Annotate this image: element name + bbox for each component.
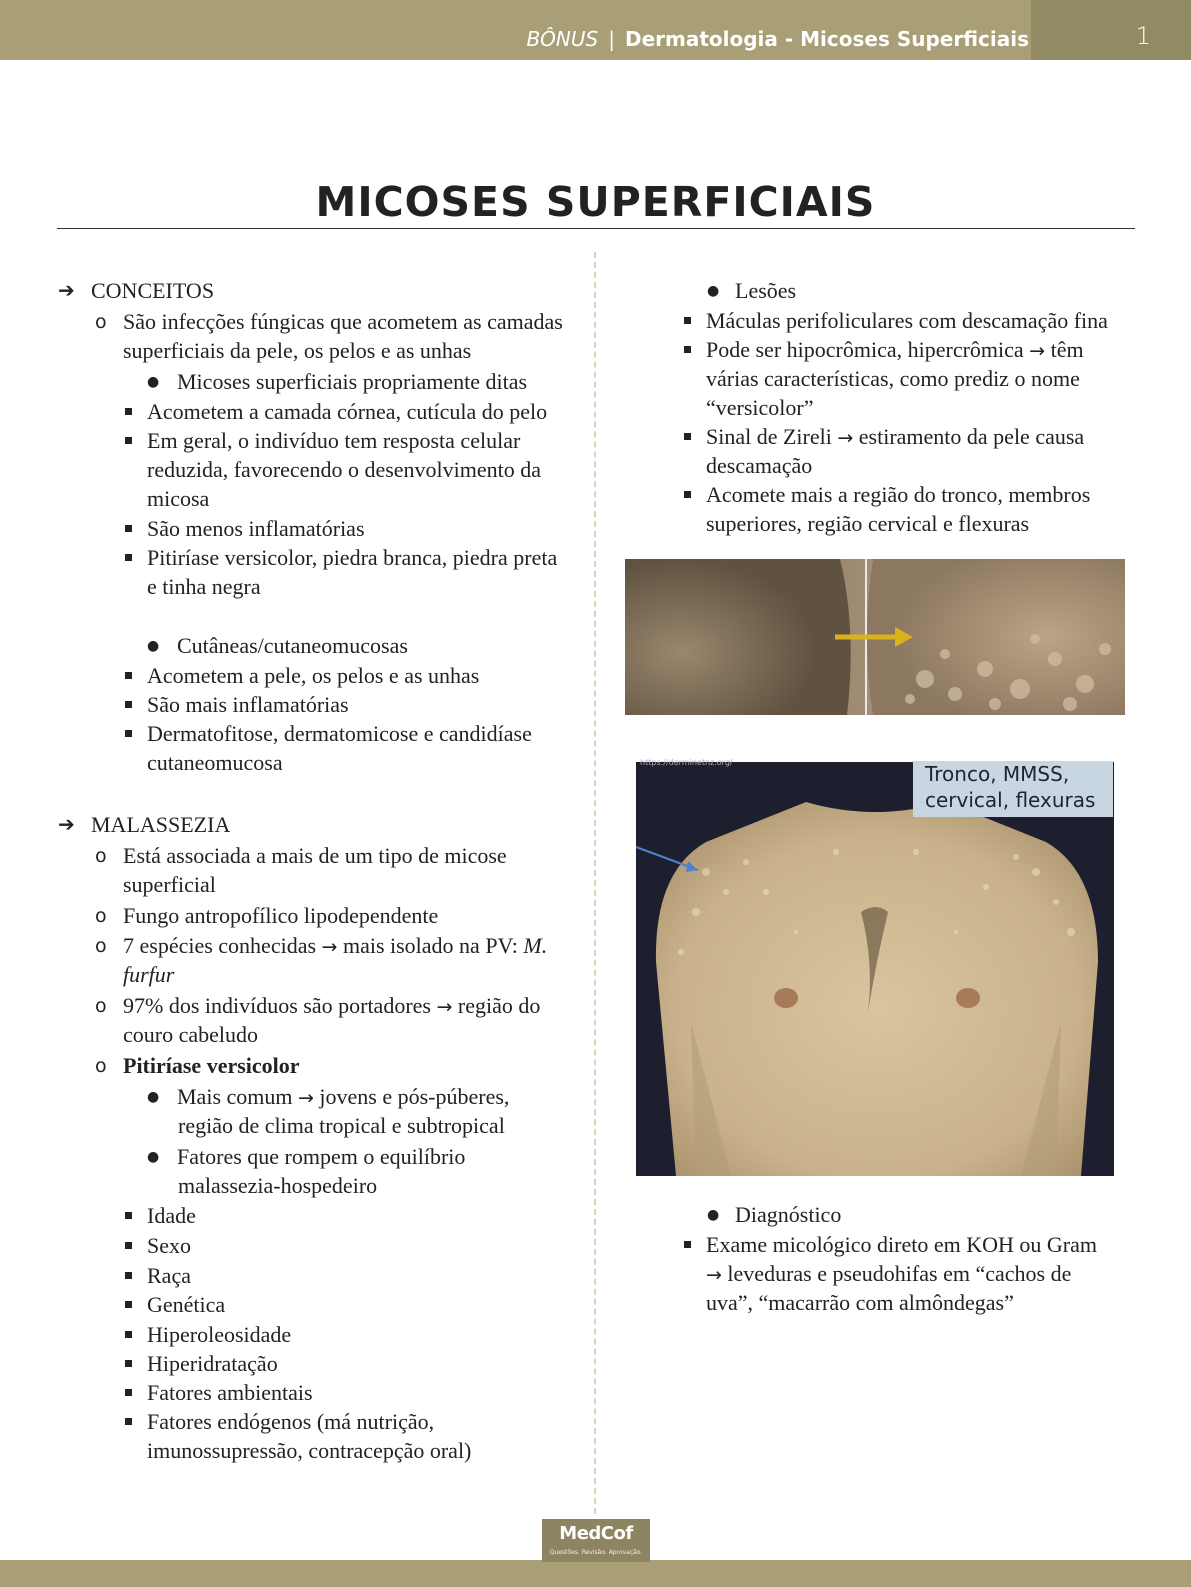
list-item: Micoses superficiais propriamente ditas [177,369,528,394]
circle-bullet-icon: o [95,995,107,1017]
square-bullet-icon [125,1360,132,1367]
dot-bullet-icon: ● [147,1149,160,1165]
dot-bullet-icon: ● [147,374,160,390]
section-heading-conceitos: CONCEITOS [91,278,215,303]
text-run: Mais comum [177,1084,293,1109]
square-bullet-icon [125,701,132,708]
list-item: Dermatofitose, dermatomicose e candidíase [147,721,532,746]
photo-source-url: https://derminetnz.org/ [640,758,733,767]
list-item: Fatores endógenos (má nutrição, [147,1409,435,1434]
skin-photo-illustration [625,559,1125,715]
torso-clinical-photo [636,762,1114,1176]
list-item: Genética [147,1292,226,1317]
list-item: reduzida, favorecendo o desenvolvimento da [147,457,542,482]
arrow-bullet-icon: ➔ [58,812,75,836]
list-item [177,1082,509,1113]
list-item: São infecções fúngicas que acometem as camadas [123,309,563,334]
list-item: Pitiríase versicolor, piedra branca, piedra preta [147,545,558,570]
circle-bullet-icon: o [95,1055,107,1077]
header-tag: BÔNUS [526,27,599,51]
square-bullet-icon [125,408,132,415]
list-item: Cutâneas/cutaneomucosas [177,633,408,658]
list-item [123,931,547,962]
logo-tagline: Questões. Revisão. Aprovação. [549,1549,643,1556]
species-name: M. [523,933,548,958]
footer-bar [0,1560,1191,1587]
square-bullet-icon [684,491,691,498]
species-name: furfur [123,962,175,987]
list-item: imunossupressão, contracepção oral) [147,1438,472,1463]
square-bullet-icon [684,433,691,440]
dot-bullet-icon: ● [707,283,720,299]
list-item: superiores, região cervical e flexuras [706,511,1030,536]
list-item: Hiperidratação [147,1351,278,1376]
header-separator: | [608,27,615,51]
text-run: região do [457,993,541,1018]
arrow-right-icon: → [321,936,338,958]
photo-caption-box [913,761,1113,817]
list-item [706,1259,1071,1290]
arrow-right-icon: → [837,427,854,449]
circle-bullet-icon: o [95,935,107,957]
circle-bullet-icon: o [95,311,107,333]
square-bullet-icon [125,1418,132,1425]
page-title: MICOSES SUPERFICIAIS [315,178,876,226]
arrow-right-icon: → [1029,340,1046,362]
text-run: mais isolado na PV: [342,933,518,958]
square-bullet-icon [125,1272,132,1279]
list-item: e tinha negra [147,574,261,599]
square-bullet-icon [125,1301,132,1308]
list-item: Máculas perifoliculares com descamação fina [706,308,1108,333]
list-item: uva”, “macarrão com almôndegas” [706,1290,1014,1315]
list-item: São menos inflamatórias [147,516,365,541]
arrow-right-icon: → [298,1087,314,1109]
dot-bullet-icon: ● [147,1089,160,1105]
square-bullet-icon [125,525,132,532]
text-run: jovens e pós-púberes, [319,1084,510,1109]
header-bar [0,0,1191,60]
list-item: superficiais da pele, os pelos e as unhas [123,338,472,363]
list-item: cutaneomucosa [147,750,283,775]
list-item [706,335,1084,366]
list-item: couro cabeludo [123,1022,258,1047]
list-item: Diagnóstico [735,1202,842,1227]
list-item: Acomete mais a região do tronco, membros [706,482,1091,507]
list-item: Acometem a camada córnea, cutícula do pelo [147,399,548,424]
square-bullet-icon [125,554,132,561]
square-bullet-icon [684,317,691,324]
medcof-logo [542,1519,650,1562]
list-item [706,422,1084,453]
square-bullet-icon [125,730,132,737]
column-divider [594,252,596,1514]
list-item: Fatores ambientais [147,1380,313,1405]
dot-bullet-icon: ● [707,1207,720,1223]
arrow-bullet-icon: ➔ [58,278,75,302]
title-rule [57,228,1135,229]
list-item: Fatores que rompem o equilíbrio [177,1144,466,1169]
photo-caption-line: cervical, flexuras [925,788,1096,812]
circle-bullet-icon: o [95,905,107,927]
square-bullet-icon [125,1389,132,1396]
list-item: Hiperoleosidade [147,1322,292,1347]
list-item: micosa [147,486,210,511]
running-header [526,0,1029,60]
list-item: descamação [706,453,813,478]
list-item: Acometem a pele, os pelos e as unhas [147,663,480,688]
list-item: Em geral, o indivíduo tem resposta celular [147,428,521,453]
square-bullet-icon [684,346,691,353]
list-item: superficial [123,872,216,897]
list-item: Raça [147,1263,191,1288]
skin-lesion-photo [625,559,1125,715]
page-number: 1 [1135,22,1151,50]
list-item: várias características, como prediz o nome [706,366,1080,391]
list-item: “versicolor” [706,395,814,420]
square-bullet-icon [125,1331,132,1338]
list-item: Exame micológico direto em KOH ou Gram [706,1232,1098,1257]
logo-wordmark: MedCof [559,1523,633,1544]
subheading-pitiriase: Pitiríase versicolor [123,1053,300,1078]
text-run: têm [1050,337,1084,362]
header-course: Dermatologia - Micoses Superficiais [624,27,1029,51]
square-bullet-icon [125,1212,132,1219]
dot-bullet-icon: ● [147,638,160,654]
text-run: 7 espécies conhecidas [123,933,317,958]
square-bullet-icon [125,672,132,679]
list-item: malassezia-hospedeiro [178,1173,378,1198]
list-item: São mais inflamatórias [147,692,349,717]
list-item: Sexo [147,1233,191,1258]
square-bullet-icon [125,437,132,444]
circle-bullet-icon: o [95,845,107,867]
list-item: Lesões [735,278,797,303]
arrow-right-icon: → [436,996,453,1018]
list-item: região de clima tropical e subtropical [178,1113,505,1138]
photo-caption-line: Tronco, MMSS, [925,762,1070,786]
text-run: 97% dos indivíduos são portadores [123,993,431,1018]
text-run: Sinal de Zireli [706,424,832,449]
text-run: leveduras e pseudohifas em “cachos de [727,1261,1072,1286]
list-item [123,991,540,1022]
text-run: estiramento da pele causa [858,424,1085,449]
list-item: Fungo antropofílico lipodependente [123,903,439,928]
list-item: Está associada a mais de um tipo de micose [123,843,507,868]
list-item: Idade [147,1203,196,1228]
text-run: Pode ser hipocrômica, hipercrômica [706,337,1024,362]
arrow-right-icon: → [706,1264,722,1286]
square-bullet-icon [125,1242,132,1249]
torso-illustration [636,762,1114,1176]
square-bullet-icon [684,1241,691,1248]
section-heading-malassezia: MALASSEZIA [91,812,231,837]
page-number-box [1031,0,1191,60]
